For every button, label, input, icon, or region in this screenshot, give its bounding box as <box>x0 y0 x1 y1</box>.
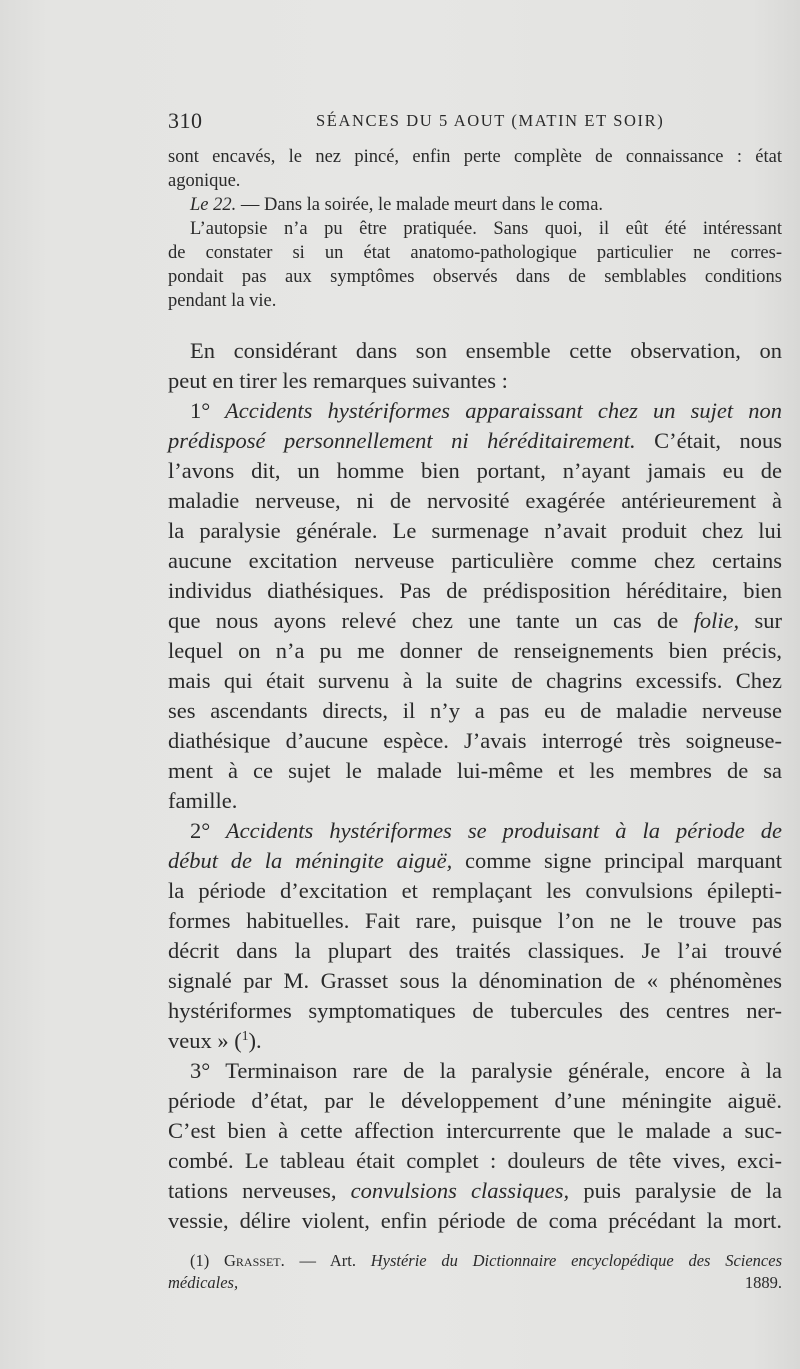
footnote-author: Grasset. <box>209 1251 285 1270</box>
text-line: décrit dans la plupart des traités classiques. Je l’ai trouvé <box>168 938 782 963</box>
text-line: ment à ce sujet le malade lui-même et les membres de sa <box>168 758 782 783</box>
text-line: pondait pas aux symptômes observés dans de semblables conditions <box>168 267 782 287</box>
running-title: SÉANCES DU 5 AOUT (MATIN ET SOIR) <box>316 111 665 130</box>
text-line: maladie nerveuse, ni de nervosité exagérée antérieurement à <box>168 488 782 513</box>
page-header <box>168 108 780 138</box>
text-line: de constater si un état anatomo-pathologique particulier ne corres- <box>168 243 782 263</box>
text-line: pendant la vie. <box>168 291 277 311</box>
text-line: famille. <box>168 788 238 813</box>
text-line: que nous ayons relevé chez une tante un cas de folie, sur <box>168 608 783 633</box>
text-line: hystériformes symptomatiques de tubercules des centres ner- <box>168 998 782 1023</box>
text-line: agonique. <box>168 171 241 191</box>
text-line: En considérant dans son ensemble cette observation, on <box>190 338 782 363</box>
text-line: début de la méningite aiguë, comme signe principal marquant <box>168 848 782 873</box>
page-number: 310 <box>168 108 203 133</box>
text-line: sont encavés, le nez pincé, enfin perte complète de connaissance : état <box>168 147 782 167</box>
text-line: 2° Accidents hystériformes se produisant à la période de <box>190 818 782 843</box>
text-line: vessie, délire violent, enfin période de coma précédant la mort. <box>168 1208 782 1233</box>
text-line: 3° Terminaison rare de la paralysie générale, encore à la <box>190 1058 782 1083</box>
text-line: combé. Le tableau était complet : douleurs de tête vives, exci- <box>168 1148 782 1173</box>
text-line: individus diathésiques. Pas de prédisposition héréditaire, bien <box>168 578 782 603</box>
footnote: (1) Grasset. — Art. Hystérie du Dictionnaire encyclopédique des Sciences <box>190 1251 783 1270</box>
text-line: 1° Accidents hystériformes apparaissant chez un sujet non <box>190 398 782 423</box>
text-line: prédisposé personnellement ni héréditairement. C’était, nous <box>168 428 782 453</box>
text-line: lequel on n’a pu me donner de renseignements bien précis, <box>168 638 782 663</box>
text-line: aucune excitation nerveuse particulière comme chez certains <box>168 548 782 573</box>
text-line: diathésique d’aucune espèce. J’avais interrogé très soigneuse- <box>168 728 782 753</box>
footnote-marker: (1) <box>190 1251 210 1270</box>
text-line: mais qui était survenu à la suite de chagrins excessifs. Chez <box>168 668 782 693</box>
text-line: L’autopsie n’a pu être pratiquée. Sans quoi, il eût été intéressant <box>190 219 782 239</box>
text-line: Le 22. — Dans la soirée, le malade meurt dans le coma. <box>190 195 604 215</box>
text-line: la période d’excitation et remplaçant les convulsions épilepti- <box>168 878 782 903</box>
date-italic: Le 22. <box>190 195 237 215</box>
text-line: formes habituelles. Fait rare, puisque l’on ne le trouve pas <box>168 908 782 933</box>
text-line: peut en tirer les remarques suivantes : <box>168 368 508 393</box>
footnote-line: médicales, 1889. <box>168 1273 782 1292</box>
text-line: période d’état, par le développement d’une méningite aiguë. <box>168 1088 782 1113</box>
text-line: la paralysie générale. Le surmenage n’avait produit chez lui <box>168 518 782 543</box>
footnote-ref: 1 <box>241 1027 249 1043</box>
text-line: signalé par M. Grasset sous la dénomination de « phénomènes <box>168 968 782 993</box>
text-line: tations nerveuses, convulsions classiques, puis paralysie de la <box>168 1178 782 1203</box>
text-line: l’avons dit, un homme bien portant, n’ayant jamais eu de <box>168 458 782 483</box>
text-line: C’est bien à cette affection intercurrente que le malade a suc- <box>168 1118 782 1143</box>
text-line: veux » ($^1$). <box>168 1027 262 1053</box>
text-line: ses ascendants directs, il n’y a pas eu de maladie nerveuse <box>168 698 782 723</box>
